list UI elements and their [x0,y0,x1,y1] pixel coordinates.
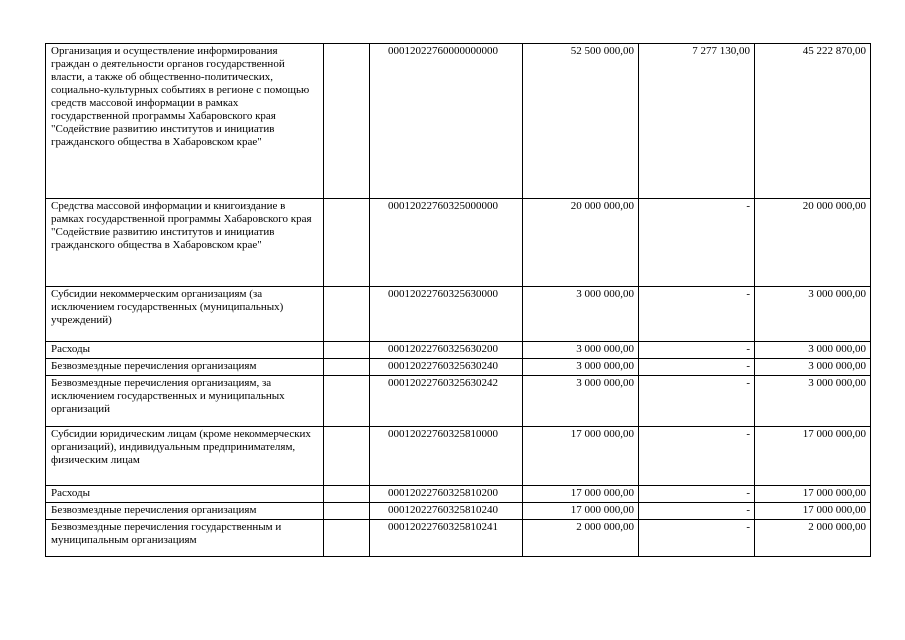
row-name: Средства массовой информации и книгоиздание в рамках государственной программы Хабаровского края "Содействие развитию институтов и инициатив гражданского общества в Хабаровском крае" [46,199,324,287]
row-name: Безвозмездные перечисления организациям [46,503,324,520]
row-approved: 17 000 000,00 [523,503,639,520]
row-approved: 52 500 000,00 [523,44,639,199]
row-approved: 3 000 000,00 [523,359,639,376]
row-name: Субсидии некоммерческим организациям (за исключением государственных (муниципальных) учреждений) [46,287,324,342]
row-budget-code: 00012022760000000000 [370,44,523,199]
row-budget-code: 00012022760325630200 [370,342,523,359]
row-budget-code: 00012022760325630000 [370,287,523,342]
table-row [46,342,871,359]
table-row [46,44,871,199]
row-remaining: 17 000 000,00 [755,503,871,520]
row-approved: 3 000 000,00 [523,376,639,427]
row-executed: - [639,486,755,503]
row-budget-code: 00012022760325000000 [370,199,523,287]
row-line-code [324,427,370,486]
row-name: Расходы [46,342,324,359]
row-approved: 20 000 000,00 [523,199,639,287]
row-budget-code: 00012022760325810240 [370,503,523,520]
row-name: Безвозмездные перечисления государственным и муниципальным организациям [46,520,324,557]
row-remaining: 3 000 000,00 [755,359,871,376]
row-name: Расходы [46,486,324,503]
row-executed: - [639,359,755,376]
row-approved: 17 000 000,00 [523,427,639,486]
row-executed: - [639,376,755,427]
table-row [46,376,871,427]
row-remaining: 17 000 000,00 [755,486,871,503]
table-body [46,44,871,557]
budget-execution-table [45,43,871,557]
row-remaining: 3 000 000,00 [755,287,871,342]
row-name: Безвозмездные перечисления организациям, за исключением государственных и муниципальных организаций [46,376,324,427]
row-approved: 17 000 000,00 [523,486,639,503]
row-remaining: 45 222 870,00 [755,44,871,199]
row-approved: 2 000 000,00 [523,520,639,557]
table-row [46,520,871,557]
row-budget-code: 00012022760325810241 [370,520,523,557]
row-line-code [324,359,370,376]
row-remaining: 3 000 000,00 [755,342,871,359]
row-budget-code: 00012022760325630240 [370,359,523,376]
row-executed: - [639,520,755,557]
row-line-code [324,486,370,503]
table-row [46,486,871,503]
row-line-code [324,287,370,342]
table-row [46,287,871,342]
row-executed: - [639,199,755,287]
row-executed: - [639,503,755,520]
row-executed: 7 277 130,00 [639,44,755,199]
row-line-code [324,199,370,287]
table-row [46,199,871,287]
row-budget-code: 00012022760325630242 [370,376,523,427]
row-name: Организация и осуществление информирования граждан о деятельности органов государственной власти, а также об общественно-политических, социально-культурных событиях в регионе с помощью средств массовой информации в рамках государственной программы Хабаровского края "Содействие развитию институтов и инициатив гражданского общества в Хабаровском крае" [46,44,324,199]
row-executed: - [639,287,755,342]
row-budget-code: 00012022760325810200 [370,486,523,503]
table-row [46,427,871,486]
row-approved: 3 000 000,00 [523,342,639,359]
table-row [46,359,871,376]
row-executed: - [639,342,755,359]
row-line-code [324,44,370,199]
row-remaining: 3 000 000,00 [755,376,871,427]
row-name: Субсидии юридическим лицам (кроме некоммерческих организаций), индивидуальным предпринимателям, физическим лицам [46,427,324,486]
row-remaining: 20 000 000,00 [755,199,871,287]
row-remaining: 2 000 000,00 [755,520,871,557]
row-line-code [324,520,370,557]
row-executed: - [639,427,755,486]
row-name: Безвозмездные перечисления организациям [46,359,324,376]
row-line-code [324,503,370,520]
row-remaining: 17 000 000,00 [755,427,871,486]
row-line-code [324,376,370,427]
row-budget-code: 00012022760325810000 [370,427,523,486]
table-row [46,503,871,520]
row-line-code [324,342,370,359]
row-approved: 3 000 000,00 [523,287,639,342]
